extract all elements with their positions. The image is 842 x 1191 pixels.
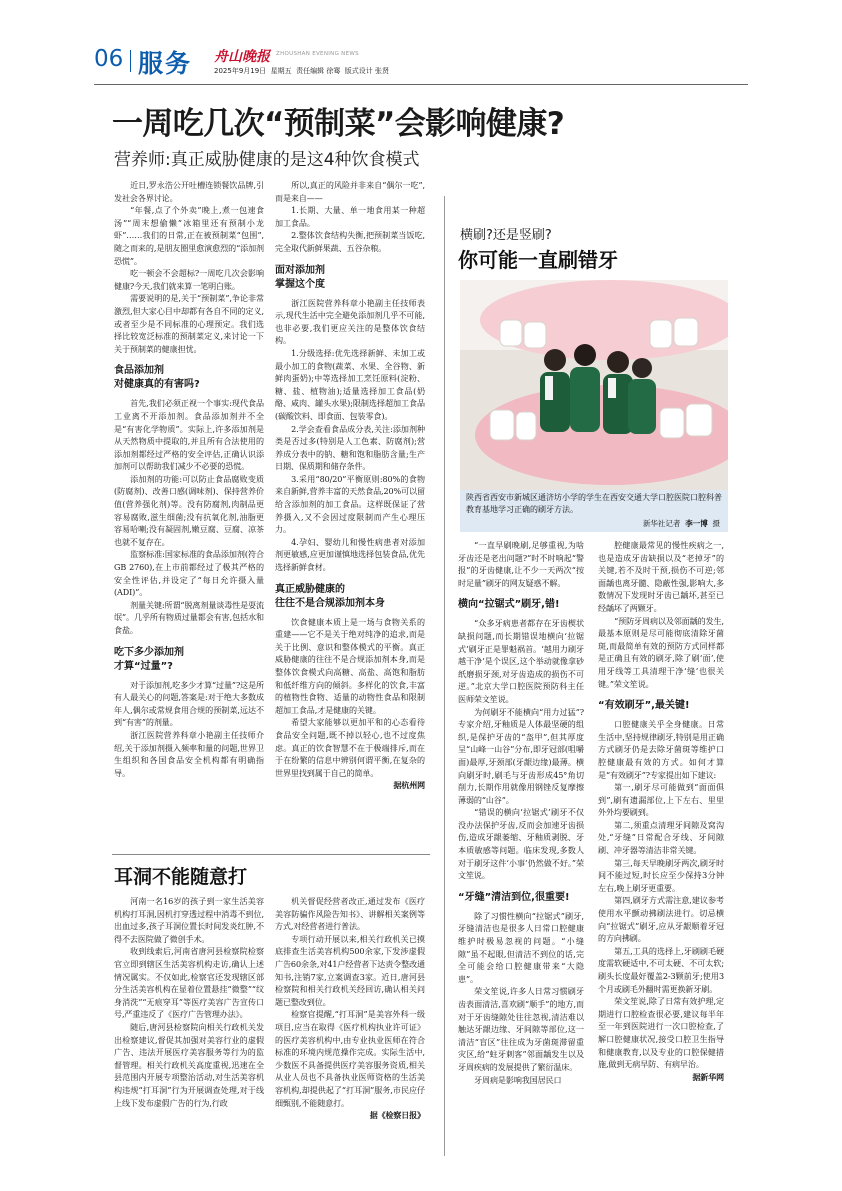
body-paragraph: 浙江医院营养科章小艳副主任技师介绍,关于添加剂摄入频率和量的问题,世界卫生组织和各国食品安全机构都有明确指导。: [114, 730, 264, 778]
body-paragraph: 荣文笙说,许多人日常习惯刷牙齿表面清洁,喜欢刷“顺手”的地方,而对于牙齿缝隙处往往忽视,清洁难以触达牙龈边缘、牙间隙等部位,这一清洁“盲区”往往成为牙菌斑滞留重灾区,给“蛀牙刺客”邻面龋发生以及牙周疾病的发展提供了繁衍温床。: [458, 987, 584, 1072]
paper-logo: 舟山晚报: [214, 49, 270, 65]
credit-suffix: 摄: [712, 519, 720, 528]
lead-subtitle: 营养师:真正威胁健康的是这4种饮食模式: [114, 150, 420, 170]
body-paragraph: “错误的横向‘拉锯式’刷牙不仅没办法保护牙齿,反而会加速牙齿损伤,造成牙龈萎缩、牙釉质剥脱、牙本质敏感等问题。临床发现,多数人对于刷牙这件‘小事’仍然做不好。”荣文笙说。: [458, 808, 584, 881]
credit-label: 新华社记者: [642, 519, 681, 528]
body-paragraph: “预防牙周病以及邻面龋的发生,最基本原则是尽可能彻底清除牙菌斑,而最简单有效的预防方式同样都是正确且有效的刷牙,除了刷‘面’,使用牙线等工具清理干净‘缝’也很关键。”荣文笙说。: [598, 616, 724, 689]
body-paragraph: 首先,我们必须正视一个事实:现代食品工业离不开添加剂。食品添加剂并不全是“有害化学物质”。实际上,许多添加剂是从天然物质中提取的,并且所有合法使用的添加剂都经过严格的安全评估,正确认识添加剂可以帮助我们减少不必要的恐慌。: [114, 399, 264, 472]
body-paragraph: 吃一顿会不会超标?一周吃几次会影响健康?今天,我们就来算一笔明白账。: [114, 269, 264, 291]
body-paragraph: 近日,罗永浩公开吐槽连锁餐饮品牌,引发社会各界讨论。: [114, 181, 264, 203]
body-paragraph: 河南一名16岁的孩子到一家生活美容机构打耳洞,因机打穿透过程中消毒不到位,出血过多,孩子耳洞位置长时间发炎红肿,不得不去医院做了微创手术。: [114, 897, 264, 944]
tooth-kicker: 横刷?还是竖刷?: [460, 228, 552, 243]
body-paragraph: 牙周病是影响我国居民口: [474, 1075, 562, 1085]
body-paragraph: 2.整体饮食结构失衡,把预制菜当饭吃,完全取代新鲜果蔬、五谷杂粮。: [275, 231, 425, 253]
section-heading: 横向“拉锯式”刷牙,错!: [458, 599, 560, 611]
section-name: 服务: [138, 49, 193, 78]
tooth-column-2: [598, 540, 724, 1170]
body-paragraph: 1.分级选择:优先选择新鲜、未加工或最小加工的食物(蔬菜、水果、全谷物、新鲜肉蛋奶);中等选择加工烹饪原料(淀粉、糖、盐、植物油);适量选择加工食品(奶酪、咸肉、罐头水果);限制选择超加工食品(碳酸饮料、即食面、包装零食)。: [275, 348, 425, 421]
news-photo: [460, 280, 728, 490]
masthead-rule: [94, 84, 748, 85]
body-paragraph: 腔健康最常见的慢性疾病之一,也是造成牙齿缺损以及“老掉牙”的关键,若不及时干预,损伤不可逆;邻面龋也离牙髓、隐蔽性强,影响大,多数情况下发现时牙齿已龋坏,甚至已经龋坏了两颗牙。: [598, 541, 724, 613]
body-paragraph: 第五,工具的选择上,牙刷刷毛硬度需软硬适中,不可太硬、不可太软;刷头长度最好覆盖2-3颗前牙;使用3个月或刷毛外翻时需更换新牙刷。: [598, 946, 724, 994]
body-paragraph: 1.长期、大量、单一地食用某一种超加工食品。: [275, 206, 425, 228]
body-paragraph: 检察官提醒,“打耳洞”是美容外科一级项目,应当在取得《医疗机构执业许可证》的医疗美容机构中,由专业执业医师在符合标准的环境内规范操作完成。实际生活中,少数医不具备提供医疗美容服务资质,相关从业人员也不具备执业医师资格的生活美容机构,却提供起了“打耳洞”服务,市民应仔细甄别,不能随意打。: [275, 1010, 425, 1108]
masthead: [86, 44, 776, 80]
body-paragraph: 随后,唐河县检察院向相关行政机关发出检察建议,督促其加强对美容行业的虚假广告、违法开展医疗美容服务等行为的监督管理。相关行政机关高度重视,迅速在全县范围内开展专项整治活动,对生活美容机构违规“打耳洞”行为开展调查处理,对于线上线下发布虚假广告的行为,行政: [114, 1022, 264, 1108]
issue-weekday: 星期五: [270, 67, 292, 75]
body-paragraph: 希望大家能够以更加平和的心态看待食品安全问题,既不掉以轻心,也不过度焦虑。真正的饮食智慧不在于极端排斥,而在于在纷繁的信息中辨别何谓平衡,在复杂的世界里找到属于自己的简单。: [275, 718, 425, 778]
article-source: 据新华网: [692, 1072, 724, 1082]
section-heading: “牙缝”清洁到位,很重要!: [458, 891, 570, 903]
body-paragraph: 剂量关键:所谓“脱离剂量谈毒性是耍流氓”。几乎所有物质过量都会有害,包括水和食盐。: [114, 600, 264, 635]
section-heading: 面对添加剂 掌握这个度: [275, 264, 325, 290]
issue-date: 2025年9月19日: [214, 67, 267, 75]
body-paragraph: “众多牙病患者都存在牙齿楔状缺损问题,而长期错误地横向‘拉锯式’刷牙正是罪魁祸首。‘越用力刷牙越干净’是个误区,这个举动就像拿砂纸磨损牙颈,对牙齿造成的损伤不可逆。”北京大学口腔医院预防科主任医师荣文笙说。: [458, 619, 584, 704]
body-paragraph: 第二,须重点清理牙间隙及窝沟处,“牙缝”日常配合牙线、牙间隙刷、冲牙器等清洁非常关键。: [598, 820, 724, 856]
body-paragraph: 需要说明的是,关于“预制菜”,争论非常激烈,但大家心目中却都有各自不同的定义,或者至少是不同标准的心理预定。我们选择比较宽泛标准的预制菜定义,来讨论一下关于预制菜的健康担忧。: [114, 294, 264, 354]
lead-column-2: [275, 180, 425, 840]
photo-caption: 陕西省西安市新城区通济坊小学的学生在西安交通大学口腔医院口腔科普教育基地学习正确的刷牙方法。: [466, 493, 722, 514]
body-paragraph: 所以,真正的风险并非来自“偶尔一吃”,而是来自——: [275, 181, 425, 203]
body-paragraph: “年餐,点了个外卖”晚上,煮一包速食汤”“周末想偷懒”冰箱里还有预制小龙虾”……我们的日常,正在被预制菜“包围”,随之而来的,是朋友圈里愈演愈烈的“添加剂恐慌”。: [114, 206, 264, 266]
section-heading: 食品添加剂 对健康真的有害吗?: [114, 365, 200, 391]
body-paragraph: 收到线索后,河南省唐河县检察院检察官立即到辖区生活美容机构走访,确认上述情况属实。不仅如此,检察官还发现辖区部分生活美容机构在显着位置悬挂“微整”“纹身消洗”“无痕穿耳”等医疗美容广告宣传口号,严重违反了《医疗广告管理办法》。: [114, 947, 264, 1020]
tooth-column-1: [458, 540, 584, 1170]
lead-title: 一周吃几次“预制菜”会影响健康?: [112, 106, 565, 142]
paper-logo-en: ZHOUSHAN EVENING NEWS: [276, 51, 359, 57]
body-paragraph: 对于添加剂,吃多少才算“过量”?这是所有人最关心的问题,答案是:对于绝大多数成年人,偶尔或常规食用合规的预制菜,远达不到“有害”的剂量。: [114, 680, 264, 728]
photo-credit: [560, 518, 720, 529]
column-divider: [444, 196, 445, 1156]
body-paragraph: “一直早刷晚刷,足够重视,为啥牙齿还是老出问题?”时不时响起“警报”的牙齿健康,让不少一天两次“按时足量”刷牙的网友疑惑不解。: [458, 541, 584, 588]
body-paragraph: 3.采用“80/20”平衡原则:80%的食物来自新鲜,营养丰富的天然食品,20%可以留给含添加剂的加工食品。这样既保证了营养摄入,又不会因过度限制而产生心理压力。: [275, 474, 425, 535]
article-source: 据杭州网: [393, 781, 425, 791]
page-number: 06: [94, 46, 124, 72]
tooth-title: 你可能一直刷错牙: [458, 248, 618, 272]
design-credit: 版式设计 张贤: [344, 67, 390, 75]
ear-column-2: [275, 896, 425, 1166]
article-source: 据《检察日报》: [369, 1111, 425, 1121]
issue-info: [214, 66, 389, 76]
ear-top-rule: [112, 854, 430, 855]
students-dental-model-photo: [460, 280, 728, 490]
body-paragraph: 浙江医院营养科章小艳副主任技师表示,现代生活中完全避免添加剂几乎不可能,也非必要,我们更应关注的是整体饮食结构。: [275, 298, 425, 346]
body-paragraph: 荣文笙说,除了日常有效护理,定期进行口腔检查很必要,建议每半年至一年到医院进行一次口腔检查,了解口腔健康状况,接受口腔卫生指导和健康教育,以及专业的口腔保健措施,做到无病早防、有病早治。: [598, 997, 724, 1070]
body-paragraph: 第四,刷牙方式需注意,建议参考使用水平颤动拂刷法进行。切忌横向“拉锯式”刷牙,应从牙龈顺着牙冠的方向拂刷。: [598, 896, 724, 944]
body-paragraph: 专项行动开展以来,相关行政机关已摸底排查生活美容机构500余家,下发涉虚假广告60余条,对41户经营者下达责令整改通知书,注销7家,立案调查3家。近日,唐河县检察院和相关行政机关经回访,确认相关问题已整改到位。: [275, 934, 425, 1007]
body-paragraph: 为何刷牙不能横向“用力过猛”?专家介绍,牙釉质是人体最坚硬的组织,是保护牙齿的“盔甲”,但其厚度呈“山峰一山谷”分布,即牙冠部(咀嚼面)最厚,牙颈部(牙龈边缘)最薄。横向刷牙时,刷毛与牙齿形成45°角切削力,长期作用就像用钢锉反复摩擦薄弱的“山谷”。: [458, 707, 584, 805]
ear-column-1: [114, 896, 264, 1166]
credit-name: 李一博: [685, 519, 708, 528]
body-paragraph: 饮食健康本质上是一场与食物关系的重建——它不是关于绝对纯净的追求,而是关于比例、意识和整体模式的平衡。真正威胁健康的往往不是合规添加剂本身,而是整体饮食模式向高糖、高盐、高饱和脂肪和低纤维方向的倾斜。多样化的饮食,丰富的植物性食物、适量的动物性食品和限制超加工食品,才是健康的关键。: [275, 617, 425, 715]
section-heading: 真正威胁健康的 往往不是合规添加剂本身: [275, 583, 385, 609]
body-paragraph: 第三,每天早晚刷牙两次,刷牙时间不能过短,时长应至少保持3分钟左右,晚上刷牙更重要。: [598, 858, 724, 893]
body-paragraph: 口腔健康关乎全身健康。日常生活中,坚持规律刷牙,特别是用正确方式刷牙仍是去除牙菌斑等维护口腔健康最有效的方式。如何才算是“有效刷牙”?专家提出如下建议:: [598, 720, 724, 780]
body-paragraph: 添加剂的功能:可以防止食品腐败变质(防腐剂)、改善口感(调味剂)、保持营养价值(营养强化剂)等。没有防腐剂,肉制品更容易腐败,滋生细菌;没有抗氧化剂,油脂更容易哈喇;没有凝固剂,嫩豆腐、豆腐、凉茶也就不复存在。: [114, 474, 264, 547]
section-heading: 吃下多少添加剂 才算“过量”?: [114, 646, 184, 672]
body-paragraph: 除了习惯性横向“拉锯式”刷牙,牙缝清洁也是很多人日常口腔健康维护时极易忽视的问题。“小缝隙”虽不起眼,但清洁不到位的话,完全可能会给口腔健康带来“大隐患”。: [458, 911, 584, 984]
masthead-divider: [130, 50, 131, 72]
section-heading: “有效刷牙”,最关键!: [598, 700, 690, 712]
body-paragraph: 第一,刷牙尽可能做到“面面俱到”,刷有遗漏部位,上下左右、里里外外均要刷到。: [598, 783, 724, 818]
ear-title: 耳洞不能随意打: [114, 866, 248, 888]
body-paragraph: 4.孕妇、婴幼儿和慢性病患者对添加剂更敏感,应更加谨慎地选择包装食品,优先选择新鲜食材。: [275, 537, 425, 573]
editor-credit: 责任编辑 徐骞: [296, 67, 341, 75]
body-paragraph: 2.学会查看食品成分表,关注:添加剂种类是否过多(特别是人工色素、防腐剂);营养成分表中的钠、糖和饱和脂肪含量;生产日期、保质期和储存条件。: [275, 424, 425, 472]
body-paragraph: 机关督促经营者改正,通过发布《医疗美容防骗作风险告知书》、讲解相关案例等方式,对经营者进行普法。: [275, 897, 425, 932]
lead-column-1: [114, 180, 264, 840]
body-paragraph: 监察标准:国家标准的食品添加剂(符合GB 2760),在上市前都经过了极其严格的安全性评估,并设定了“每日允许摄入量(ADI)”。: [114, 550, 264, 598]
